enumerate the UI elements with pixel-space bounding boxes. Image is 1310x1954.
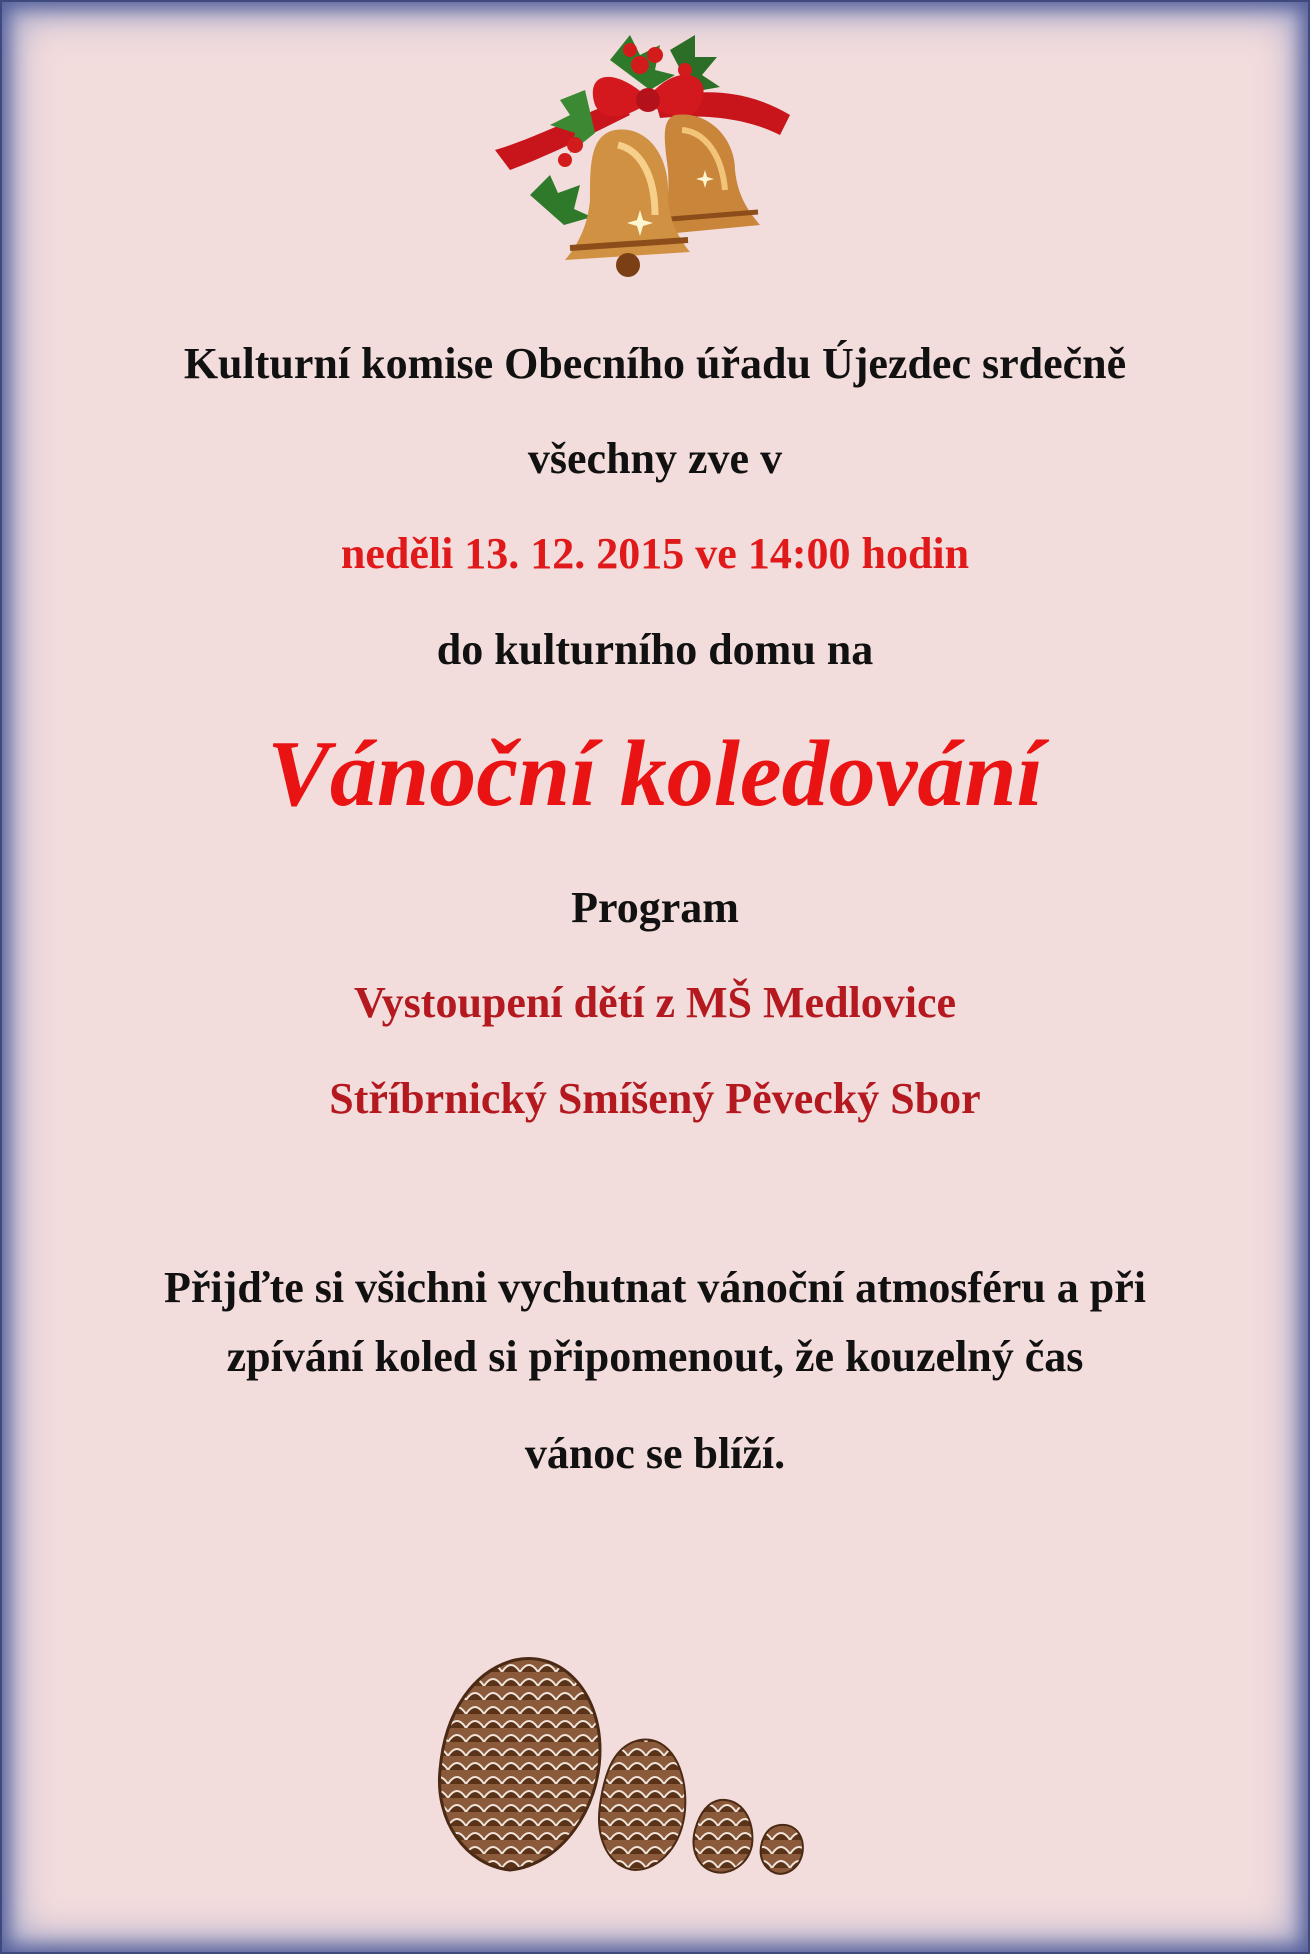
invitation-line-venue: do kulturního domu na	[436, 625, 874, 674]
pine-cones-icon	[430, 1630, 830, 1880]
closing-text-line: zpívání koled si připomenout, že kouzelný čas	[226, 1332, 1084, 1381]
program-item: Stříbrnický Smíšený Pěvecký Sbor	[329, 1074, 981, 1123]
program-heading: Program	[571, 883, 739, 932]
closing-text-line: Přijďte si všichni vychutnat vánoční atmosféru a při	[164, 1263, 1146, 1312]
program-item: Vystoupení dětí z MŠ Medlovice	[353, 978, 957, 1027]
event-date-time: neděli 13. 12. 2015 ve 14:00 hodin	[340, 529, 970, 578]
invitation-line-organizer: Kulturní komise Obecního úřadu Újezdec srdečně	[183, 339, 1127, 388]
christmas-bells-icon	[490, 20, 800, 300]
event-title: Vánoční koledování	[267, 722, 1043, 826]
closing-text-line: vánoc se blíží.	[524, 1429, 786, 1478]
invitation-line-invites: všechny zve v	[527, 434, 783, 483]
